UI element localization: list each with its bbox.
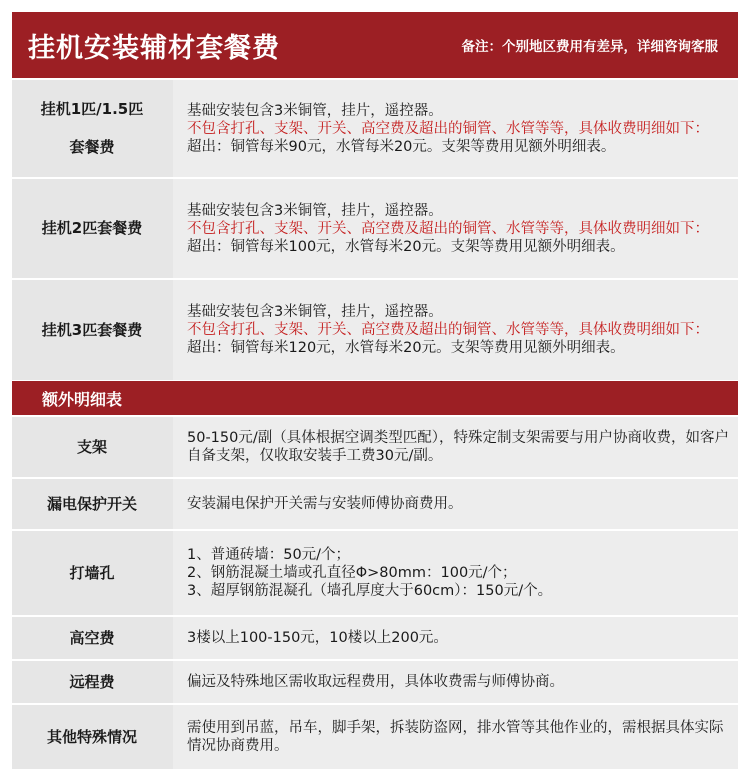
extra-label: 高空费 — [69, 628, 115, 647]
extra-detail-line: 安装漏电保护开关需与安装师傅协商费用。 — [187, 496, 463, 512]
extra-detail — [173, 661, 738, 703]
package-overage: 超出：铜管每米90元，水管每米20元。支架等费用见额外明细表。 — [187, 138, 616, 155]
package-label-line2: 套餐费 — [69, 138, 115, 156]
extra-row — [12, 479, 738, 529]
package-excluded: 不包含打孔、支架、开关、高空费及超出的铜管、水管等等，具体收费明细如下： — [187, 120, 709, 137]
extra-detail — [173, 417, 738, 477]
extra-detail-line: 50-150元/副（具体根据空调类型匹配），特殊定制支架需要与用户协商收费，如客户自备支架，仅收取安装手工费30元/副。 — [187, 430, 729, 464]
package-detail — [173, 179, 738, 278]
extra-detail — [173, 617, 738, 659]
header-banner — [12, 12, 738, 78]
package-included: 基础安装包含3米铜管，挂片，遥控器。 — [187, 202, 443, 219]
package-label: 挂机3匹套餐费 — [41, 320, 143, 339]
extra-row — [12, 705, 738, 769]
extra-detail — [173, 479, 738, 529]
package-row — [12, 280, 738, 380]
extra-label: 远程费 — [69, 672, 115, 691]
extra-label: 支架 — [76, 437, 107, 456]
extra-row — [12, 617, 738, 659]
package-label: 挂机2匹套餐费 — [41, 219, 143, 237]
package-included: 基础安装包含3米铜管，挂片，遥控器。 — [187, 102, 443, 119]
package-detail — [173, 280, 738, 380]
extra-row — [12, 531, 738, 615]
extra-detail-line: 2、钢筋混凝土墙或孔直径Φ>80mm：100元/个； — [187, 565, 517, 581]
extra-detail-line: 3、超厚钢筋混凝孔（墙孔厚度大于60cm）：150元/个。 — [187, 583, 553, 599]
extra-row — [12, 661, 738, 703]
package-excluded: 不包含打孔、支架、开关、高空费及超出的铜管、水管等等，具体收费明细如下： — [187, 322, 709, 338]
package-overage: 超出：铜管每米100元，水管每米20元。支架等费用见额外明细表。 — [187, 238, 625, 255]
package-row — [12, 179, 738, 278]
extra-section-header — [12, 381, 738, 415]
extra-detail — [173, 531, 738, 615]
extra-section-title: 额外明细表 — [42, 389, 123, 409]
package-overage: 超出：铜管每米120元，水管每米20元。支架等费用见额外明细表。 — [187, 340, 625, 356]
package-detail — [173, 80, 738, 177]
package-label-line1: 挂机1匹/1.5匹 — [40, 100, 144, 118]
package-included: 基础安装包含3米铜管，挂片，遥控器。 — [187, 304, 443, 320]
extra-detail-line: 偏远及特殊地区需收取远程费用，具体收费需与师傅协商。 — [187, 674, 564, 690]
extra-detail-line: 需使用到吊蓝，吊车，脚手架，拆装防盗网，排水管等其他作业的，需根据具体实际情况协商费用。 — [187, 720, 724, 754]
package-excluded: 不包含打孔、支架、开关、高空费及超出的铜管、水管等等，具体收费明细如下： — [187, 220, 709, 237]
extra-row — [12, 417, 738, 477]
package-row — [12, 80, 738, 177]
extra-detail-line: 3楼以上100-150元，10楼以上200元。 — [187, 630, 448, 646]
extra-detail — [173, 705, 738, 769]
extra-label: 漏电保护开关 — [46, 494, 137, 513]
header-note: 备注：个别地区费用有差异，详细咨询客服 — [461, 39, 718, 55]
extra-detail-line: 1、普通砖墙：50元/个； — [187, 547, 351, 563]
extra-label: 其他特殊情况 — [46, 727, 137, 746]
extra-label: 打墙孔 — [69, 563, 115, 582]
extra-fee-table — [12, 417, 738, 769]
package-table — [12, 80, 738, 380]
page-title: 挂机安装辅材套餐费 — [28, 32, 280, 64]
package-label — [12, 80, 172, 177]
